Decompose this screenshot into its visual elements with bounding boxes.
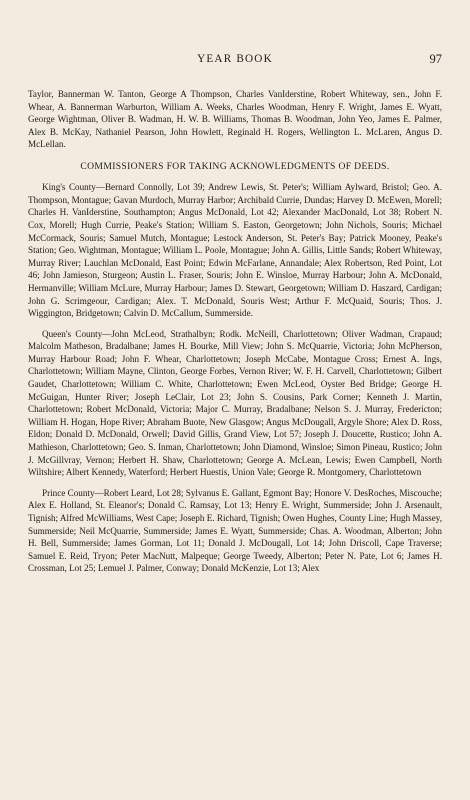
page-header [0, 49, 470, 71]
page-number: 97 [429, 52, 442, 66]
section-heading: COMMISSIONERS FOR TAKING ACKNOWLEDGMENTS OF DEEDS. [80, 160, 390, 172]
page-content [28, 88, 442, 575]
county-paragraph-kings: King's County—Bernard Connolly, Lot 39; Andrew Lewis, St. Peter's; William Aylward, Bristol; Geo. A. Thompson, Montague; Gavan Murdoch, Murray Harbor; Archibald Currie, Dundas; Harvey D. McEwen, Morell; Charles H. VanIderstine, Southampton; Angus McDonald, Lot 42; Alexander MacDonald, Lot 38; Robert N. Cox, Morell; Hugh Currie, Peake's Station; William S. Easton, Georgetown; John Nichols, Souris; Michael McCormack, Souris; Samuel Mutch, Montague; Lestock Anderson, St. Peter's Bay; Patrick Mooney, Peake's Station; Geo. Wightman, Montague; William L. Poole, Montague; John A. Gillis, Little Sands; Robert Whiteway, Murray River; Lauchlan McDonald, East Point; Edwin McFarlane, Annandale; Alex Robertson, Red Point, Lot 46; John Jamieson, Sturgeon; Austin L. Fraser, Souris; John E. Winsloe, Murray Harbour; John A. McDonald, Hermanville; William McLure, Murray Harbour; James D. Stewart, Georgetown; William D. Haszard, Cardigan; John G. Scrimgeour, Cardigan; Alex. T. McDonald, Souris West; Arthur F. McQuaid, Souris; Thos. J. Wiggington, Bridgetown; Calvin D. McCallum, Summerside. [28, 182, 442, 319]
county-paragraph-queens: Queen's County—John McLeod, Strathalbyn; Rodk. McNeill, Charlottetown; Oliver Wadman, Crapaud; Malcolm Matheson, Bradalbane; James H. Bourke, Mill View; John S. McQuarrie, Victoria; John McPherson, Murray Harbour Road; John F. Whear, Charlottetown; Joseph McCabe, Montague Cross; Ernest A. Ings, Charlottetown; William Mayne, Clinton, George Forbes, Vernon River; W. F. H. Carvell, Charlottetown; Gilbert Gaudet, Charlottetown; William C. White, Charlottetown; Ewen McLeod, Oyster Bed Bridge; George H. McGuigan, Hunter River; Joseph LeClair, Lot 23; John S. Cousins, Park Corner; Kenneth J. Martin, Charlottetown; Robert McDonald, Victoria; Major C. Murray, Bradalbane; Nelson S. J. Murray, Fredericton; William H. Hogan, Hope River; Abraham Buote, New Glasgow; Angus McDougall, Argyle Shore; Alex D. Ross, Eldon; Donald D. McDonald, Orwell; David Gillis, Grand View, Lot 57; Joseph J. Doucette, Rustico; John A. Mathieson, Charlottetown; Geo. S. Inman, Charlottetown; John Diamond, Winsloe; Simon Pineau, Rustico; John J. McGillvray, Vernon; Herbert H. Shaw, Charlottetown; George A. McLean, Lewis; Ewen Campbell, North Wiltshire; Albert Kennedy, Waterford; Herbert Huestis, Union Vale; George R. Montgomery, Charlottetown [28, 328, 442, 478]
county-paragraph-prince: Prince County—Robert Leard, Lot 28; Sylvanus E. Gallant, Egmont Bay; Honore V. DesRoches, Miscouche; Alex E. Holland, St. Eleanor's; Donald C. Ramsay, Lot 13; Henry E. Wright, Summerside; John J. Arsenault, Tignish; Alfred McWilliams, West Cape; Joseph E. Richard, Tignish; Owen Hughes, County Line; Hugh Massey, Summerside; Neil McQuarrie, Summerside; James E. Wyatt, Summerside; Chas. A. Woodman, Alberton; John H. Bell, Summerside; James Gorman, Lot 11; Donald J. McDougall, Lot 14; John Driscoll, Cape Traverse; Samuel E. Reid, Tryon; Peter MacNutt, Malpeque; George Tweedy, Alberton; Peter N. Pate, Lot 6; James H. Crossman, Lot 25; Lemuel J. Palmer, Conway; Donald McKenzie, Lot 13; Alex [28, 487, 442, 574]
intro-paragraph: Taylor, Bannerman W. Tanton, George A Thompson, Charles VanIderstine, Robert Whiteway, sen., John F. Whear, A. Bannerman Warburton, William A. Weeks, Charles Woodman, Henry F. Wright, James E. Wyatt, George Wightman, Oliver B. Wadman, H. W. B. Williams, Thomas B. Woodman, John Yeo, James E. Palmer, Alex B. McKay, Nathaniel Pearson, John Howlett, Reginald H. Rogers, Wellington L. McLaren, Angus D. McLellan. [28, 89, 442, 150]
running-head: YEAR BOOK [197, 53, 273, 65]
